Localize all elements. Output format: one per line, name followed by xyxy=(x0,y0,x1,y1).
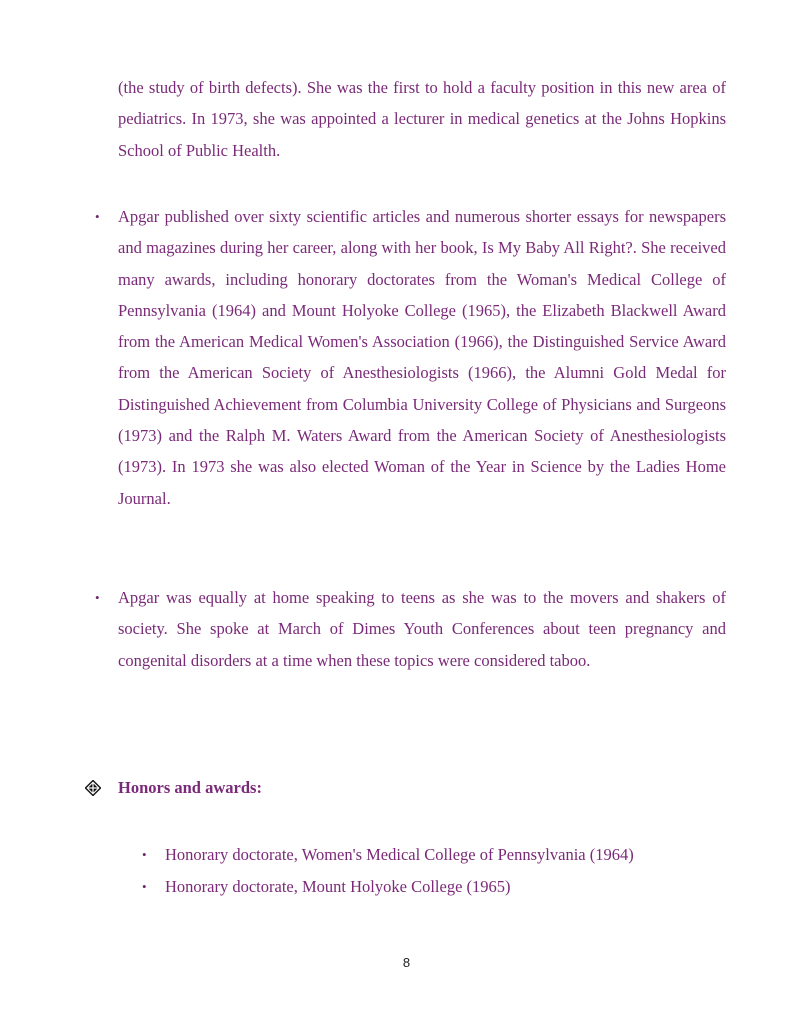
award-text: Honorary doctorate, Mount Holyoke College (1965) xyxy=(165,877,511,896)
page-number: 8 xyxy=(402,955,411,970)
continuation-paragraph: (the study of birth defects). She was the first to hold a faculty position in this new area of pediatrics. In 1973, she was appointed a lecturer in medical genetics at the Johns Hopkins School of Public Health. xyxy=(118,78,726,160)
list-item xyxy=(142,839,634,871)
honors-heading-row xyxy=(85,772,262,803)
section-heading: Honors and awards: xyxy=(118,777,262,797)
awards-list xyxy=(142,839,634,903)
list-item xyxy=(142,871,634,903)
bullet-marker: • xyxy=(142,879,147,894)
diamond-bullet-icon xyxy=(85,780,101,796)
bullet-paragraph-speaking: Apgar was equally at home speaking to teens as she was to the movers and shakers of society. She spoke at March of Dimes Youth Conferences about teen pregnancy and congenital disorders at a time when these topics were considered taboo. xyxy=(118,588,726,670)
award-text: Honorary doctorate, Women's Medical College of Pennsylvania (1964) xyxy=(165,845,634,864)
bullet-marker: • xyxy=(95,209,100,224)
bullet-paragraph-publications: Apgar published over sixty scientific articles and numerous shorter essays for newspapers and magazines during her career, along with her book, Is My Baby All Right?. She received many awards, including honorary doctorates from the Woman's Medical College of Pennsylvania (1964) and Mount Holyoke College (1965), the Elizabeth Blackwell Award from the American Medical Women's Association (1966), the Distinguished Service Award from the American Society of Anesthesiologists (1966), the Alumni Gold Medal for Distinguished Achievement from Columbia University College of Physicians and Surgeons (1973) and the Ralph M. Waters Award from the American Society of Anesthesiologists (1973). In 1973 she was also elected Woman of the Year in Science by the Ladies Home Journal. xyxy=(118,207,726,508)
bullet-marker: • xyxy=(142,847,147,862)
bullet-marker: • xyxy=(95,590,100,605)
